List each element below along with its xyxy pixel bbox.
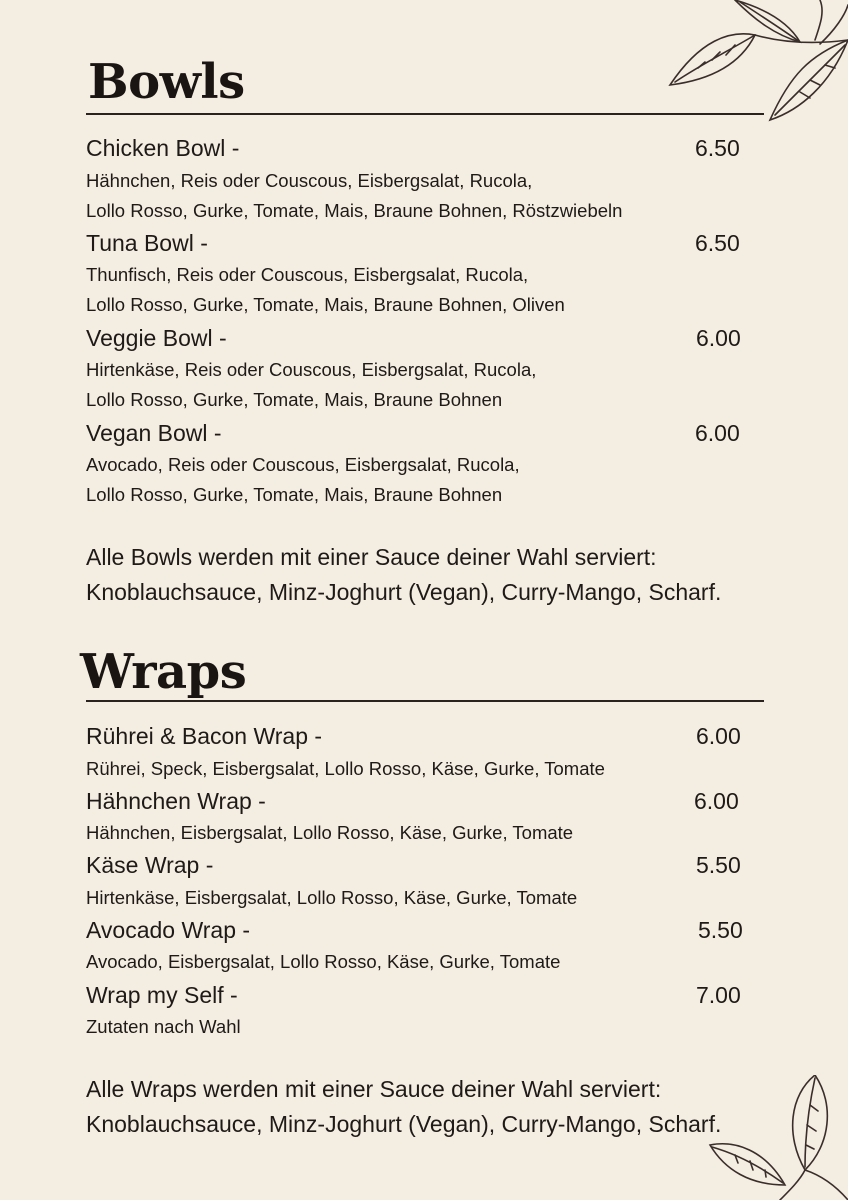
sauce-note: Alle Bowls werden mit einer Sauce deiner Wahl serviert: Knoblauchsauce, Minz-Joghurt (Vegan), Curry-Mango, Scharf. xyxy=(86,544,722,605)
item-description: Thunfisch, Reis oder Couscous, Eisbergsalat, Rucola, xyxy=(86,264,529,285)
item-name: Tuna Bowl - xyxy=(86,230,208,256)
leaf-branch-icon xyxy=(690,1075,848,1200)
item-name: Avocado Wrap - xyxy=(86,917,251,943)
item-price: 6.00 xyxy=(694,788,739,814)
item-description: Zutaten nach Wahl xyxy=(86,1016,241,1037)
item-description: Hähnchen, Reis oder Couscous, Eisbergsalat, Rucola, xyxy=(86,170,533,191)
item-price: 7.00 xyxy=(696,982,741,1008)
item-description: Hirtenkäse, Eisbergsalat, Lollo Rosso, Käse, Gurke, Tomate xyxy=(86,887,578,908)
item-name: Wrap my Self - xyxy=(86,982,238,1008)
item-price: 6.00 xyxy=(696,325,741,351)
item-description: Avocado, Eisbergsalat, Lollo Rosso, Käse, Gurke, Tomate xyxy=(86,951,561,972)
item-description: Lollo Rosso, Gurke, Tomate, Mais, Braune Bohnen, Röstzwiebeln xyxy=(86,200,623,221)
item-price: 6.50 xyxy=(695,135,740,161)
item-name: Rührei & Bacon Wrap - xyxy=(86,723,323,749)
item-name: Käse Wrap - xyxy=(86,852,214,878)
section-title-bowls: Bowls xyxy=(88,54,245,110)
item-name: Chicken Bowl - xyxy=(86,135,240,161)
section-divider xyxy=(86,113,764,115)
item-description: Rührei, Speck, Eisbergsalat, Lollo Rosso, Käse, Gurke, Tomate xyxy=(86,758,605,779)
item-description: Hirtenkäse, Reis oder Couscous, Eisbergsalat, Rucola, xyxy=(86,359,537,380)
item-description: Lollo Rosso, Gurke, Tomate, Mais, Braune Bohnen, Oliven xyxy=(86,294,565,315)
item-name: Vegan Bowl - xyxy=(86,420,222,446)
section-divider xyxy=(86,700,764,702)
item-price: 5.50 xyxy=(698,917,743,943)
item-description: Lollo Rosso, Gurke, Tomate, Mais, Braune Bohnen xyxy=(86,389,503,410)
item-name: Hähnchen Wrap - xyxy=(86,788,266,814)
item-description: Lollo Rosso, Gurke, Tomate, Mais, Braune Bohnen xyxy=(86,484,503,505)
item-description: Hähnchen, Eisbergsalat, Lollo Rosso, Käse, Gurke, Tomate xyxy=(86,822,574,843)
item-price: 5.50 xyxy=(696,852,741,878)
section-title-wraps: Wraps xyxy=(80,644,247,700)
leaf-branch-icon xyxy=(660,0,848,125)
sauce-note: Alle Wraps werden mit einer Sauce deiner Wahl serviert: Knoblauchsauce, Minz-Joghurt (Vegan), Curry-Mango, Scharf. xyxy=(86,1076,722,1137)
item-price: 6.50 xyxy=(695,230,740,256)
item-price: 6.00 xyxy=(696,723,741,749)
item-name: Veggie Bowl - xyxy=(86,325,227,351)
item-description: Avocado, Reis oder Couscous, Eisbergsalat, Rucola, xyxy=(86,454,520,475)
item-price: 6.00 xyxy=(695,420,740,446)
